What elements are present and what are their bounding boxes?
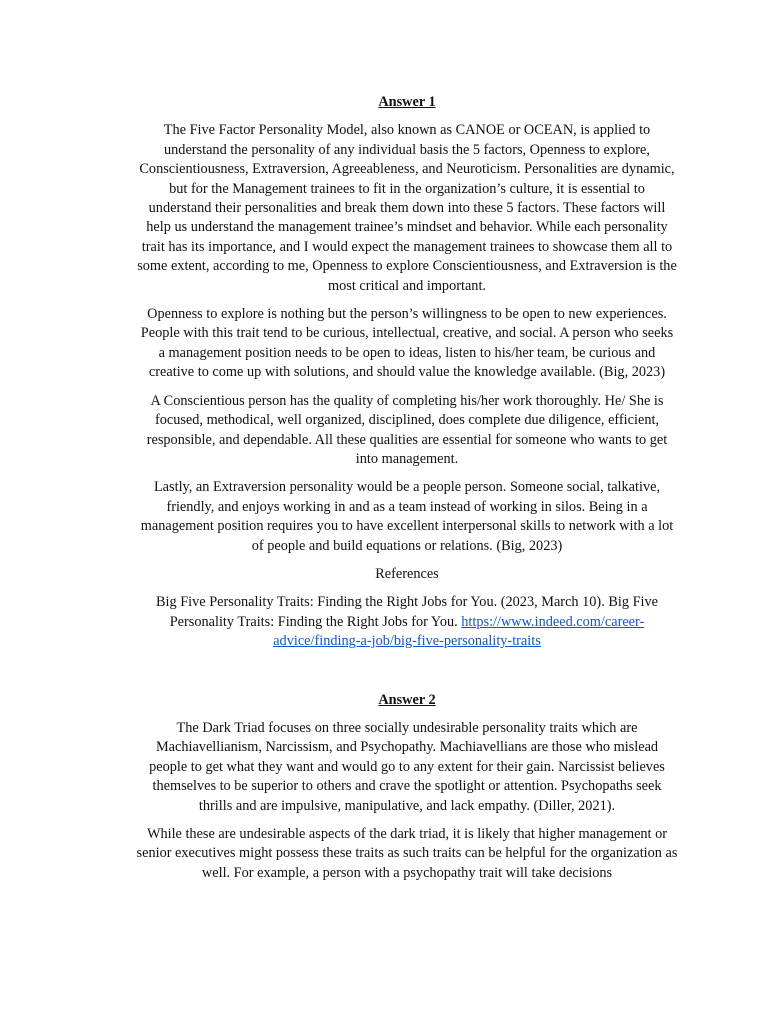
reference-text: Big Five Personality Traits: Finding the Right Jobs for You. (2023, March 10). Big Five Personality Traits: Finding the Right Jobs for You. xyxy=(155,594,658,630)
answer-2-paragraph-2: While these are undesirable aspects of the dark triad, it is likely that higher management or senior executives might possess these traits as such traits can be helpful for the organization as well. For example, a person with a psychopathy trait will take decisions xyxy=(136,826,678,881)
section-spacer xyxy=(136,661,678,691)
answer-1-paragraph-1: The Five Factor Personality Model, also known as CANOE or OCEAN, is applied to understand the personality of any individual basis the 5 factors, Openness to explore, Conscientiousness, Extraversion, Agreeableness, and Neuroticism. Personalities are dynamic, but for the Management trainees to fit in the organization’s culture, it is essential to understand their personalities and break them down into these 5 factors. These factors will help us understand the management trainee’s mindset and behavior. While each personality trait has its importance, and I would expect the management trainees to showcase them all to some extent, according to me, Openness to explore Conscientiousness, and Extraversion is the most critical and important. xyxy=(137,122,677,294)
answer-2-paragraph-1: The Dark Triad focuses on three socially undesirable personality traits which are Machiavellianism, Narcissism, and Psychopathy. Machiavellians are those who mislead people to get what they want and would go to any extent for their gain. Narcissist believes themselves to be superior to others and crave the spotlight or attention. Psychopaths seek thrills and are impulsive, manipulative, and lack empathy. (Diller, 2021). xyxy=(149,719,665,814)
references-heading: References xyxy=(375,565,439,582)
reference-link[interactable]: https://www.indeed.com/career-advice/finding-a-job/big-five-personality-traits xyxy=(273,613,645,650)
answer-2-heading: Answer 2 xyxy=(378,691,436,708)
document-page xyxy=(136,93,678,892)
answer-1-paragraph-2: Openness to explore is nothing but the person’s willingness to be open to new experiences. People with this trait tend to be curious, intellectual, creative, and social. A person who seeks a management position needs to be open to ideas, listen to his/her team, be curious and creative to come up with solutions, and should value the knowledge available. (Big, 2023) xyxy=(140,306,674,381)
reference-entry xyxy=(136,593,678,651)
answer-1-paragraph-3: A Conscientious person has the quality of completing his/her work thoroughly. He/ She is focused, methodical, well organized, disciplined, does complete due diligence, efficient, responsible, and dependable. All these qualities are essential for someone who wants to get into management. xyxy=(146,392,668,467)
answer-1-paragraph-4: Lastly, an Extraversion personality would be a people person. Someone social, talkative, friendly, and enjoys working in and as a team instead of working in silos. Being in a management position requires you to have excellent interpersonal skills to network with a lot of people and build equations or relations. (Big, 2023) xyxy=(140,479,674,554)
answer-1-heading: Answer 1 xyxy=(378,94,436,110)
